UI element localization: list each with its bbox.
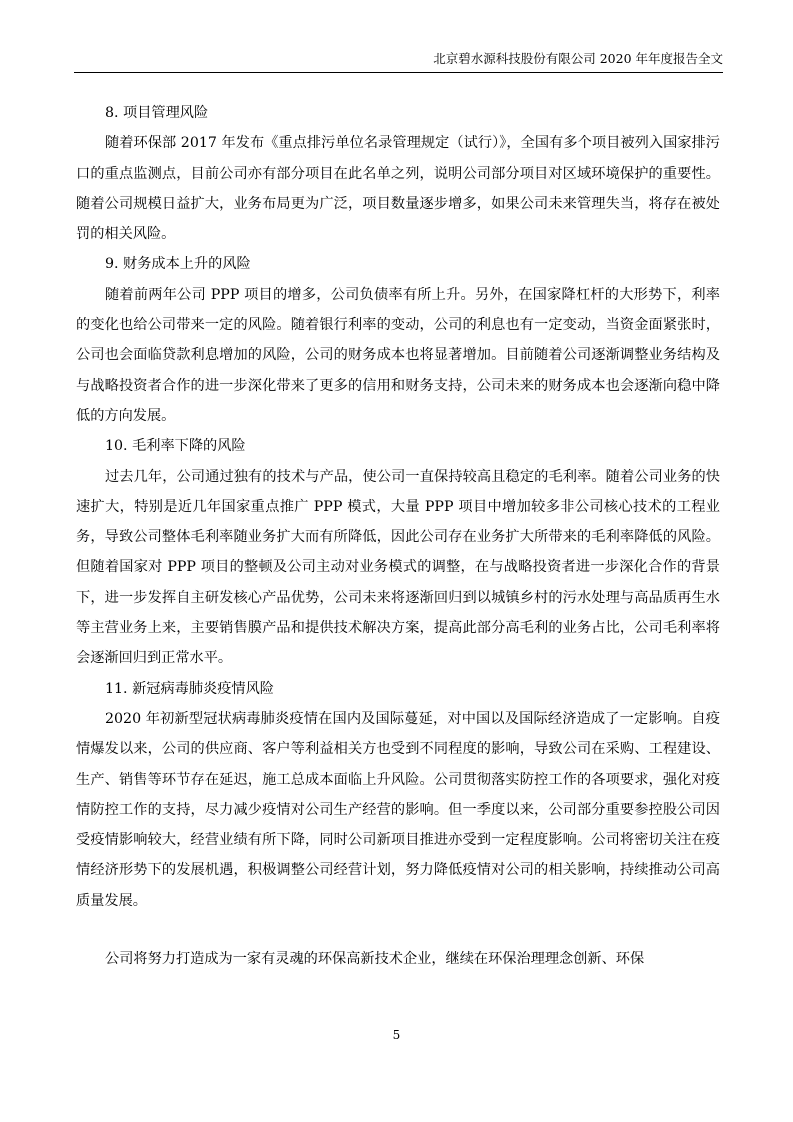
section-paragraph: 随着前两年公司 PPP 项目的增多，公司负债率有所上升。另外，在国家降杠杆的大形势下，利率的变化也给公司带来一定的风险。随着银行利率的变动，公司的利息也有一定变动，当资金面紧张时，公司也会面临贷款利息增加的风险，公司的财务成本也将显著增加。目前随着公司逐渐调整业务结构及与战略投资者合作的进一步深化带来了更多的信用和财务支持，公司未来的财务成本也会逐渐向稳中降低的方向发展。 [76, 286, 720, 424]
section-covid-risk [76, 674, 720, 916]
section-financial-cost-risk [76, 249, 720, 431]
section-project-management-risk [76, 98, 720, 249]
section-gross-margin-risk [76, 431, 720, 673]
page-header [74, 50, 723, 73]
section-paragraph: 随着环保部 2017 年发布《重点排污单位名录管理规定（试行）》，全国有多个项目被列入国家排污口的重点监测点，目前公司亦有部分项目在此名单之列，说明公司部分项目对区域环境保护的重要性。随着公司规模日益扩大，业务布局更为广泛，项目数量逐步增多，如果公司未来管理失当，将存在被处罚的相关风险。 [76, 135, 720, 243]
page-number: 5 [392, 1028, 401, 1042]
section-heading: 8. 项目管理风险 [105, 105, 209, 121]
paragraph-gap [76, 916, 720, 944]
document-body [76, 98, 720, 974]
section-heading: 11. 新冠病毒肺炎疫情风险 [105, 680, 274, 697]
header-title: 北京碧水源科技股份有限公司 2020 年年度报告全文 [433, 51, 723, 66]
section-heading: 9. 财务成本上升的风险 [105, 256, 251, 273]
closing-paragraph: 公司将努力打造成为一家有灵魂的环保高新技术企业，继续在环保治理理念创新、环保 [105, 951, 645, 968]
section-paragraph: 过去几年，公司通过独有的技术与产品，使公司一直保持较高且稳定的毛利率。随着公司业务的快速扩大，特别是近几年国家重点推广 PPP 模式，大量 PPP 项目中增加较多非公司核心技术的工程业务，导致公司整体毛利率随业务扩大而有所降低，因此公司存在业务扩大所带来的毛利率降低的风险。但随着国家对 PPP 项目的整顿及公司主动对业务模式的调整，在与战略投资者进一步深化合作的背景下，进一步发挥自主研发核心产品优势，公司未来将逐渐回归到以城镇乡村的污水处理与高品质再生水等主营业务上来，主要销售膜产品和提供技术解决方案，提高此部分高毛利的业务占比，公司毛利率将会逐渐回归到正常水平。 [76, 468, 720, 667]
section-paragraph: 2020 年初新型冠状病毒肺炎疫情在国内及国际蔓延，对中国以及国际经济造成了一定影响。自疫情爆发以来，公司的供应商、客户等利益相关方也受到不同程度的影响，导致公司在采购、工程建设、生产、销售等环节存在延迟，施工总成本面临上升风险。公司贯彻落实防控工作的各项要求，强化对疫情防控工作的支持，尽力减少疫情对公司生产经营的影响。但一季度以来，公司部分重要参控股公司因受疫情影响较大，经营业绩有所下降，同时公司新项目推进亦受到一定程度影响。公司将密切关注在疫情经济形势下的发展机遇，积极调整公司经营计划，努力降低疫情对公司的相关影响，持续推动公司高质量发展。 [76, 710, 720, 909]
section-heading: 10. 毛利率下降的风险 [105, 438, 246, 455]
